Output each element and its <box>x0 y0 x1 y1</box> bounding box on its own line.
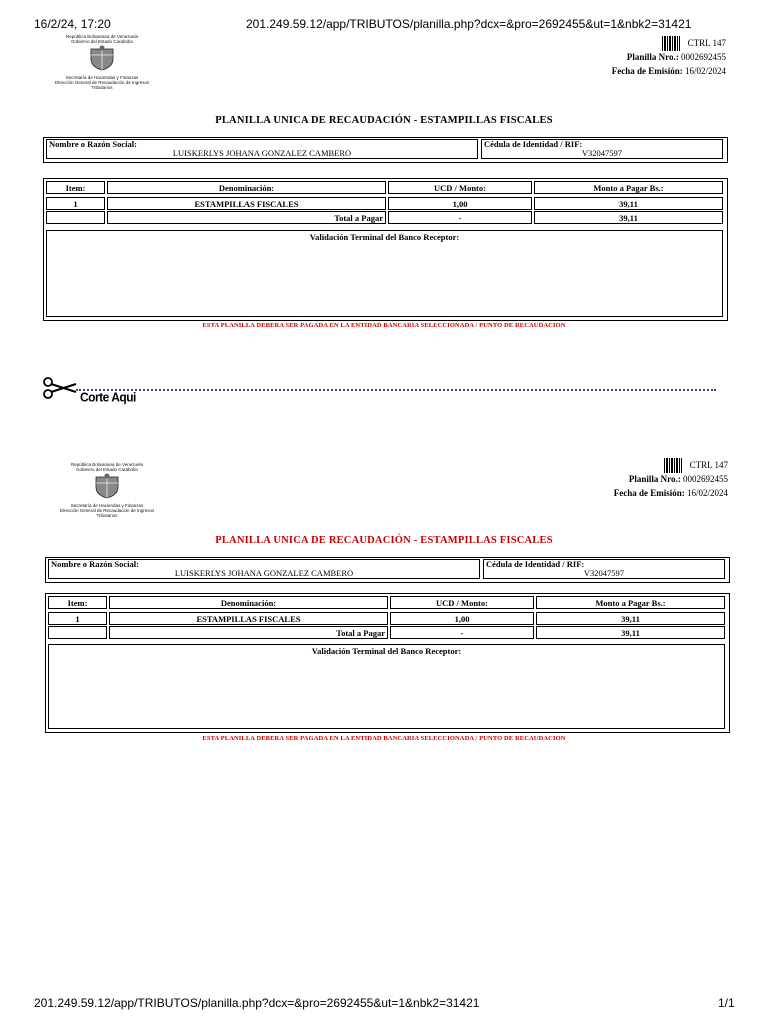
payment-notice: ESTA PLANILLA DEBERA SER PAGADA EN LA ENTIDAD BANCARIA SELECCIONADA / PUNTO DE RECAUDACION <box>202 735 566 742</box>
nombre-value: LUISKERLYS JOHANA GONZALEZ CAMBERO <box>174 568 354 578</box>
planilla-copy-1 <box>0 32 768 362</box>
planilla-info <box>562 458 728 500</box>
government-logo <box>47 34 157 90</box>
total-monto: 39,11 <box>536 626 725 639</box>
planilla-number: 0002692455 <box>683 474 728 484</box>
row-denominacion: ESTAMPILLAS FISCALES <box>109 612 388 625</box>
row-item: 1 <box>46 197 105 210</box>
logo-line: Dirección General de Recaudación de Ingresos <box>59 507 155 513</box>
total-label: Total a Pagar <box>107 211 386 224</box>
nombre-label: Nombre o Razón Social: <box>51 559 139 569</box>
print-url-footer: 201.249.59.12/app/TRIBUTOS/planilla.php?dcx=&pro=2692455&ut=1&nbk2=31421 <box>34 996 480 1010</box>
fecha-label: Fecha de Emisión: <box>611 66 683 76</box>
ctrl-number: CTRL 147 <box>687 38 726 48</box>
validacion-box: Validación Terminal del Banco Receptor: <box>48 644 725 729</box>
government-logo <box>52 462 162 518</box>
payment-notice: ESTA PLANILLA DEBERA SER PAGADA EN LA ENTIDAD BANCARIA SELECCIONADA / PUNTO DE RECAUDACION <box>202 322 566 329</box>
row-ucd: 1,00 <box>388 197 532 210</box>
row-ucd: 1,00 <box>390 612 534 625</box>
row-monto: 39,11 <box>536 612 725 625</box>
total-monto: 39,11 <box>534 211 723 224</box>
fecha-label: Fecha de Emisión: <box>613 488 685 498</box>
coat-of-arms-icon <box>92 473 122 499</box>
col-monto-header: Monto a Pagar Bs.: <box>534 181 723 194</box>
print-page-count: 1/1 <box>718 996 735 1010</box>
total-ucd: - <box>388 211 532 224</box>
print-url-header: 201.249.59.12/app/TRIBUTOS/planilla.php?dcx=&pro=2692455&ut=1&nbk2=31421 <box>246 17 692 31</box>
planilla-number: 0002692455 <box>681 52 726 62</box>
cut-label: Corte Aqui <box>80 389 136 405</box>
logo-line: Tributarios <box>91 85 113 91</box>
cedula-value: V32047597 <box>581 148 623 158</box>
logo-line: República Bolivariana de Venezuela <box>65 34 139 39</box>
ctrl-number: CTRL 147 <box>689 460 728 470</box>
planilla-info <box>560 36 726 78</box>
planilla-copy-2 <box>0 448 768 778</box>
row-denominacion: ESTAMPILLAS FISCALES <box>107 197 386 210</box>
col-denominacion-header: Denominación: <box>109 596 388 609</box>
total-ucd: - <box>390 626 534 639</box>
col-denominacion-header: Denominación: <box>107 181 386 194</box>
planilla-title: PLANILLA UNICA DE RECAUDACIÓN - ESTAMPILLAS FISCALES <box>215 535 553 546</box>
row-item: 1 <box>48 612 107 625</box>
cedula-label: Cédula de Identidad / RIF: <box>484 139 583 149</box>
cedula-label: Cédula de Identidad / RIF: <box>486 559 585 569</box>
cedula-cell <box>481 139 723 159</box>
total-empty-cell <box>46 211 105 224</box>
col-ucd-header: UCD / Monto: <box>388 181 532 194</box>
logo-line: República Bolivariana de Venezuela <box>70 462 144 467</box>
logo-line: Gobierno del Estado Carabobo <box>70 39 134 45</box>
total-empty-cell <box>48 626 107 639</box>
nombre-cell <box>46 139 478 159</box>
fecha-emision: 16/02/2024 <box>686 488 728 498</box>
nombre-cell <box>48 559 480 579</box>
coat-of-arms-icon <box>87 45 117 71</box>
fecha-emision: 16/02/2024 <box>684 66 726 76</box>
validacion-box: Validación Terminal del Banco Receptor: <box>46 230 723 317</box>
planilla-label: Planilla Nro.: <box>626 52 679 62</box>
col-item-header: Item: <box>48 596 107 609</box>
planilla-label: Planilla Nro.: <box>628 474 681 484</box>
planilla-title: PLANILLA UNICA DE RECAUDACIÓN - ESTAMPILLAS FISCALES <box>215 115 553 126</box>
col-ucd-header: UCD / Monto: <box>390 596 534 609</box>
nombre-value: LUISKERLYS JOHANA GONZALEZ CAMBERO <box>172 148 352 158</box>
col-monto-header: Monto a Pagar Bs.: <box>536 596 725 609</box>
col-item-header: Item: <box>46 181 105 194</box>
print-datetime: 16/2/24, 17:20 <box>34 17 111 31</box>
cedula-cell <box>483 559 725 579</box>
logo-line: Tributarios <box>96 513 118 519</box>
logo-line: Dirección General de Recaudación de Ingresos <box>54 79 150 85</box>
logo-line: Gobierno del Estado Carabobo <box>75 467 139 473</box>
total-label: Total a Pagar <box>109 626 388 639</box>
cedula-value: V32047597 <box>583 568 625 578</box>
logo-line: Secretaría de Haciendas y Finanzas <box>70 502 144 508</box>
logo-line: Secretaría de Haciendas y Finanzas <box>65 74 139 80</box>
nombre-label: Nombre o Razón Social: <box>49 139 137 149</box>
scissors-icon <box>42 377 78 399</box>
cut-dotted-line <box>76 389 716 391</box>
row-monto: 39,11 <box>534 197 723 210</box>
